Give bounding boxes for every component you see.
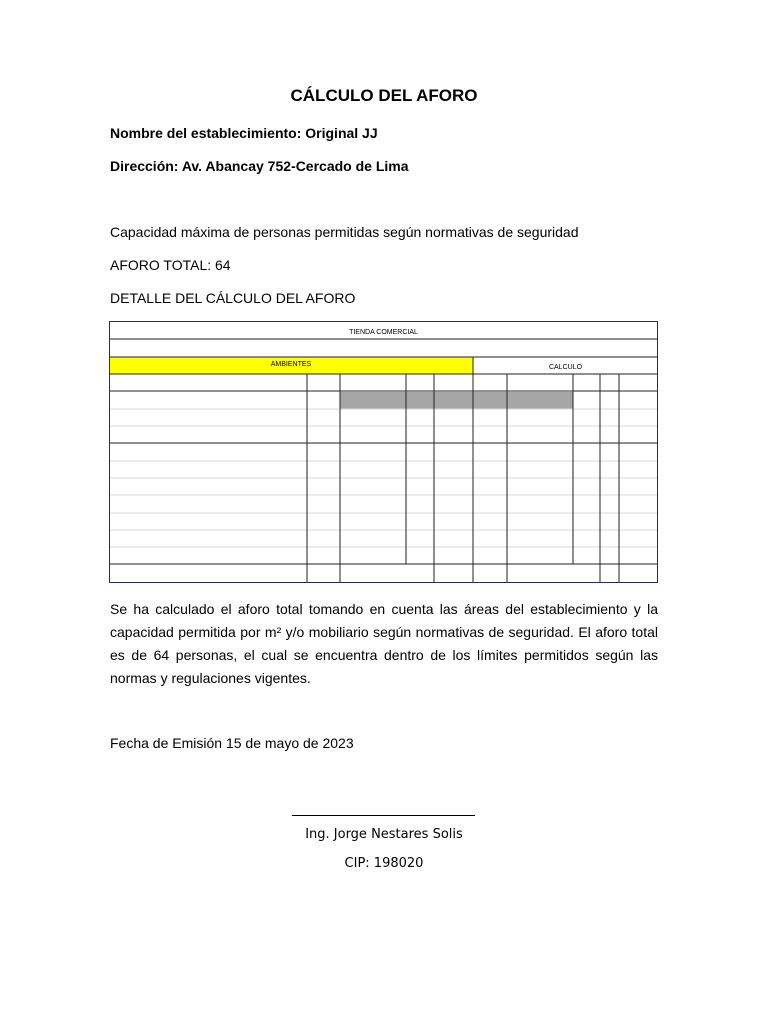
page-title: CÁLCULO DEL AFORO — [290, 86, 478, 105]
calculo-header: CALCULO — [548, 364, 583, 371]
ambientes-header: AMBIENTES — [270, 361, 312, 368]
establishment-address: Dirección: Av. Abancay 752-Cercado de Lima — [110, 158, 409, 174]
signer-name: Ing. Jorge Nestares Solis — [305, 827, 463, 842]
signer-cip: CIP: 198020 — [344, 856, 424, 871]
signature-line — [292, 815, 475, 816]
detail-heading: DETALLE DEL CÁLCULO DEL AFORO — [110, 290, 356, 306]
explanation-paragraph: Se ha calculado el aforo total tomando en cuenta las áreas del establecimiento y la capacidad permitida por m² y/o mobiliario según normativas de seguridad. El aforo total es de 64 personas, el cual se encuentra dentro de los límites permitidos según las normas y regulaciones vigentes. — [110, 601, 658, 686]
capacity-table — [109, 321, 658, 583]
establishment-name: Nombre del establecimiento: Original JJ — [110, 125, 378, 141]
total-capacity: AFORO TOTAL: 64 — [110, 257, 231, 273]
capacity-text: Capacidad máxima de personas permitidas según normativas de seguridad — [110, 224, 579, 240]
shaded-row-fill — [340, 392, 573, 409]
issue-date: Fecha de Emisión 15 de mayo de 2023 — [110, 735, 354, 751]
light-row-lines — [109, 409, 658, 547]
table-title: TIENDA COMERCIAL — [349, 329, 418, 336]
